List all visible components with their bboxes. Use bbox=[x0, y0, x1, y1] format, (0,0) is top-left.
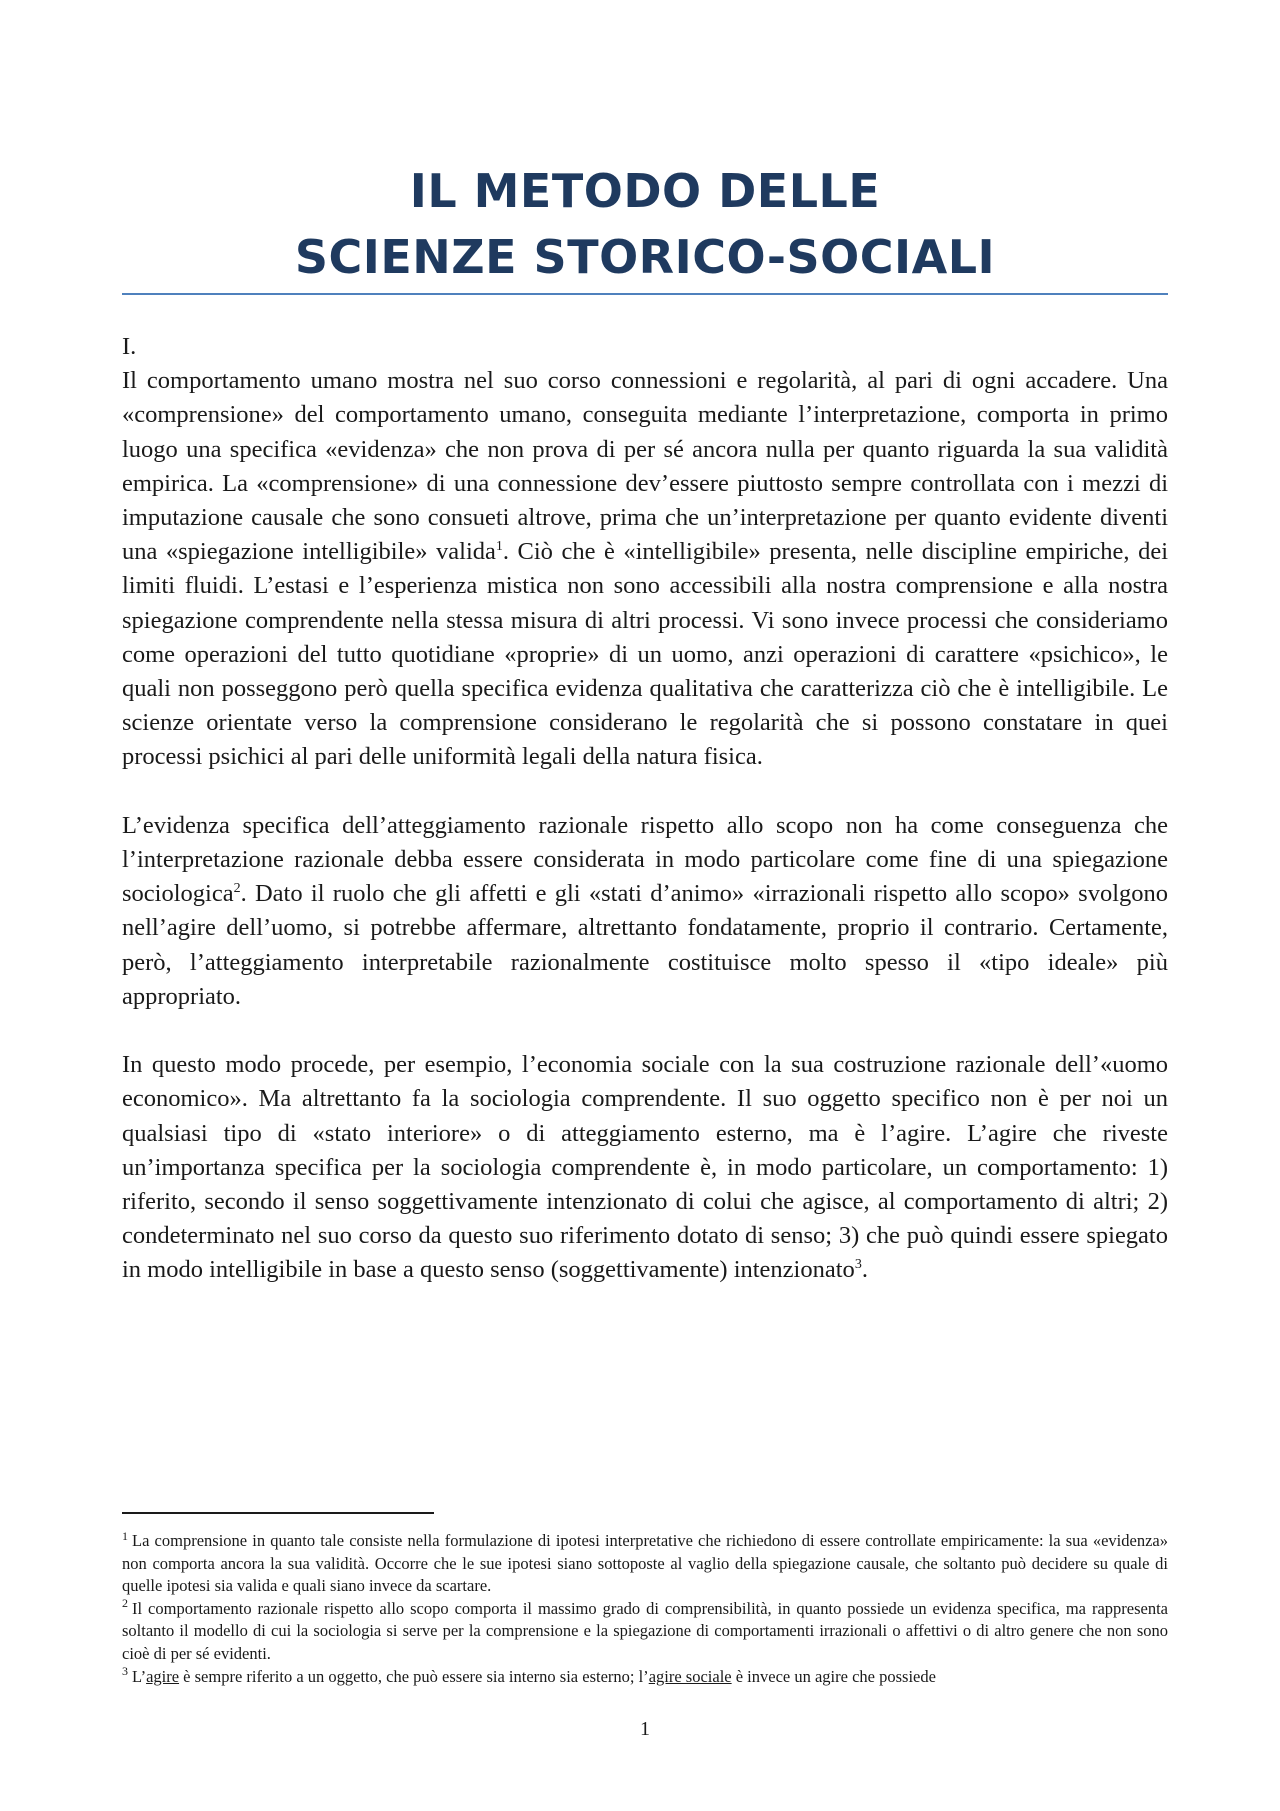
footnote-1-text: La comprensione in quanto tale consiste nella formulazione di ipotesi interpretative che richiedono di essere controllate empiricamente: la sua «evidenza» non comporta ancora la sua validità. Occorre che le sue ipotesi siano sottoposte al vaglio della spiegazione causale, che soltanto può decidere su quale di quelle ipotesi sia valida e quali siano invece da scartare. bbox=[122, 1531, 1168, 1596]
footnote-3-text-pre: L’ bbox=[132, 1666, 147, 1686]
title-line-1: IL METODO DELLE bbox=[409, 164, 881, 218]
paragraph-2-text-a: L’evidenza specifica dell’atteggiamento razionale rispetto allo scopo non ha come conseguenza che l’interpretazione razionale debba essere considerata in modo particolare come fine di una spiegazione sociologica bbox=[122, 811, 1168, 908]
footnote-2-number: 2 bbox=[122, 1596, 128, 1611]
document-page bbox=[122, 0, 1168, 1811]
paragraph-1-text-a: Il comportamento umano mostra nel suo corso connessioni e regolarità, al pari di ogni accadere. Una «comprensione» del comportamento umano, conseguita mediante l’interpretazione, comporta in primo luogo una specifica «evidenza» che non prova di per sé ancora nulla per quanto riguarda la sua validità empirica. La «comprensione» di una connessione dev’essere piuttosto sempre controllata con i mezzi di imputazione causale che sono consueti altrove, prima che un’interpretazione per quanto evidente diventi una «spiegazione intelligibile» valida bbox=[122, 367, 1168, 566]
footnote-3-text-post: è invece un agire che possiede bbox=[731, 1666, 936, 1686]
footnote-separator bbox=[122, 1512, 434, 1514]
paragraph-1 bbox=[122, 364, 1168, 774]
section-heading: I. bbox=[122, 333, 137, 360]
footnotes bbox=[122, 1530, 1168, 1688]
footnote-ref-1: 1 bbox=[495, 539, 503, 555]
title-underline-rule bbox=[122, 293, 1168, 295]
footnote-3-number: 3 bbox=[122, 1664, 128, 1679]
footnote-3-term-agire: agire bbox=[146, 1666, 180, 1686]
footnote-3 bbox=[122, 1666, 1168, 1689]
footnote-3-text-mid: è sempre riferito a un oggetto, che può essere sia interno sia esterno; l’ bbox=[179, 1666, 649, 1686]
paragraph-2-text-b: . Dato il ruolo che gli affetti e gli «stati d’animo» «irrazionali rispetto allo scopo» svolgono nell’agire dell’uomo, si potrebbe affermare, altrettanto fondatamente, proprio il contrario. Certamente, però, l’atteggiamento interpretabile razionalmente costituisce molto spesso il «tipo ideale» più appropriato. bbox=[122, 880, 1168, 1010]
footnote-2 bbox=[122, 1598, 1168, 1666]
document-title bbox=[122, 158, 1168, 290]
paragraph-3 bbox=[122, 1048, 1168, 1287]
paragraph-2 bbox=[122, 809, 1168, 1014]
footnote-1-number: 1 bbox=[122, 1528, 128, 1543]
body-text bbox=[122, 330, 1168, 1322]
footnote-ref-2: 2 bbox=[233, 881, 241, 897]
title-line-2: SCIENZE STORICO-SOCIALI bbox=[294, 230, 996, 284]
paragraph-3-text-a: In questo modo procede, per esempio, l’economia sociale con la sua costruzione razionale dell’«uomo economico». Ma altrettanto fa la sociologia comprendente. Il suo oggetto specifico non è per noi un qualsiasi tipo di «stato interiore» o di atteggiamento esterno, ma è l’agire. L’agire che riveste un’importanza specifica per la sociologia comprendente è, in modo particolare, un comportamento: 1) riferito, secondo il senso soggettivamente intenzionato di colui che agisce, al comportamento di altri; 2) condeterminato nel suo corso da questo suo riferimento dotato di senso; 3) che può quindi essere spiegato in modo intelligibile in base a questo senso (soggettivamente) intenzionato bbox=[122, 1051, 1168, 1284]
page-number: 1 bbox=[640, 1718, 650, 1740]
paragraph-3-text-b: . bbox=[861, 1256, 868, 1284]
paragraph-1-text-b: . Ciò che è «intelligibile» presenta, nelle discipline empiriche, dei limiti fluidi. L’estasi e l’esperienza mistica non sono accessibili alla nostra comprensione e alla nostra spiegazione comprendente nella stessa misura di altri processi. Vi sono invece processi che consideriamo come operazioni del tutto quotidiane «proprie» di un uomo, anzi operazioni di carattere «psichico», le quali non posseggono però quella specifica evidenza qualitativa che caratterizza ciò che è intelligibile. Le scienze orientate verso la comprensione considerano le regolarità che si possono constatare in quei processi psichici al pari delle uniformità legali della natura fisica. bbox=[122, 538, 1168, 771]
footnote-2-text: Il comportamento razionale rispetto allo scopo comporta il massimo grado di comprensibilità, in quanto possiede un evidenza specifica, ma rappresenta soltanto il modello di cui la sociologia si serve per la comprensione e la spiegazione di comportamenti irrazionali o affettivi o di altro genere che non sono cioè di per sé evidenti. bbox=[122, 1598, 1168, 1663]
footnote-1 bbox=[122, 1530, 1168, 1598]
footnote-ref-3: 3 bbox=[854, 1257, 862, 1273]
footnote-3-term-agire-sociale: agire sociale bbox=[648, 1666, 732, 1686]
